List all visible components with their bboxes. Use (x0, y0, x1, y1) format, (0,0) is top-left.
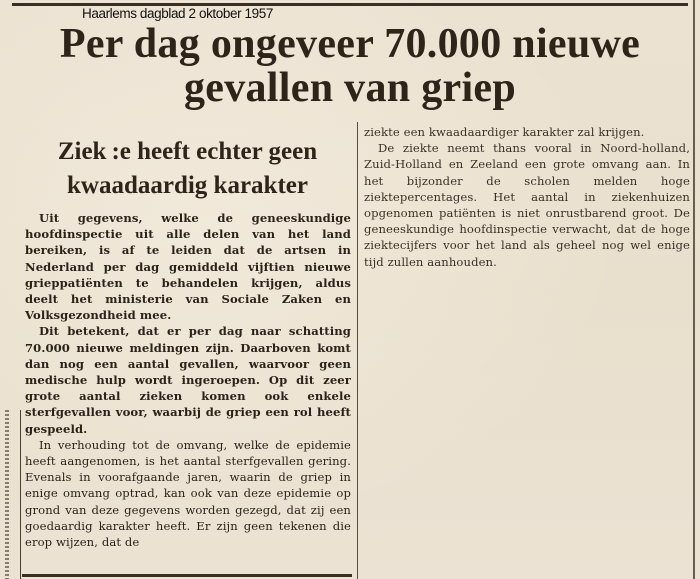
column-divider (357, 122, 358, 579)
subheadline-line-2: kwaadaardig karakter (67, 172, 308, 199)
subheadline (20, 135, 355, 203)
bottom-border-rule (22, 574, 352, 577)
paragraph: Uit gegevens, welke de geneeskundige hoofdinspectie uit alle delen van het land bereiken, is af te leiden dat de artsen in Nederland per dag gemiddeld vijftien nieuwe grieppatiënten te behandelen krijgen, aldus deelt het ministerie van Sociale Zaken en Volksgezondheid mee. (25, 211, 351, 323)
headline-line-2: gevallen van griep (183, 65, 517, 111)
paragraph: In verhouding tot de omvang, welke de epidemie heeft aangenomen, is het aantal sterfgevallen gering. Evenals in voorafgaande jaren, waarin de griep in enige omvang optrad, kan ook van deze epidemie op grond van deze gegevens worden gezegd, dat zij een goedaardig karakter heeft. Er zijn geen tekenen die erop wijzen, dat de (25, 437, 351, 550)
paragraph: Dit betekent, dat er per dag naar schatting 70.000 nieuwe meldingen zijn. Daarboven komt dan nog een aantal gevallen, waarvoor geen medische hulp wordt ingeroepen. Op dit zeer grote aantal zieken komen ook enkele sterfgevallen voor, waarbij de griep een rol heeft gespeeld. (25, 324, 351, 436)
subheadline-line-1: Ziek :e heeft echter geen (57, 138, 318, 165)
left-column-rule (20, 410, 21, 579)
left-decorative-border (5, 410, 9, 579)
source-label: Haarlems dagblad 2 oktober 1957 (82, 6, 273, 21)
headline-line-1: Per dag ongeveer 70.000 nieuwe (59, 21, 641, 67)
article-right-column (364, 124, 690, 270)
paragraph: De ziekte neemt thans vooral in Noord-holland, Zuid-Holland en Zeeland een grote omvang aan. In het bijzonder de scholen melden hoge ziektepercentages. Het aantal in ziekenhuizen opgenomen patiënten is niet onrustbarend groot. De geneeskundige hoofdinspectie verwacht, dat de hoge ziektecijfers voor het land als geheel nog wel enige tijd zullen aanhouden. (364, 141, 690, 269)
paragraph: ziekte een kwaadaardiger karakter zal krijgen. (364, 125, 645, 139)
article-left-column (25, 210, 351, 550)
headline (0, 22, 700, 110)
